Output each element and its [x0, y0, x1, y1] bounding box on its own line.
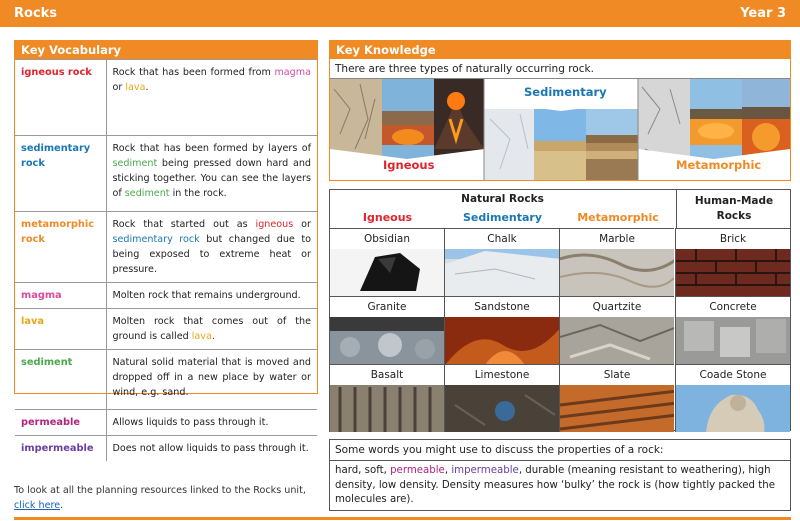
bottom-accent-line	[14, 517, 791, 520]
key-knowledge-panel	[329, 40, 791, 181]
rock-name: Slate	[560, 365, 674, 385]
natural-rocks-heading: Natural Rocks	[461, 193, 544, 205]
sedimentary-label: Sedimentary	[524, 85, 607, 99]
vocab-definition: Natural solid material that is moved and dropped off in a new place by water or wind, e.g. sand.	[106, 350, 317, 410]
metamorphic-label: Metamorphic	[676, 158, 762, 172]
rock-cell-basalt	[329, 364, 444, 432]
key-knowledge-title: Key Knowledge	[330, 41, 790, 59]
rock-name: Chalk	[445, 229, 559, 249]
planning-resources-note: To look at all the planning resources linked to the Rocks unit, click here.	[14, 485, 306, 511]
vocab-row-sedimentary	[15, 136, 317, 212]
igneous-label: Igneous	[383, 158, 435, 172]
vocab-definition: Does not allow liquids to pass through it.	[106, 436, 317, 462]
rock-cell-coade-stone	[675, 364, 790, 432]
vocab-term: metamorphic rock	[15, 212, 106, 283]
rock-properties-text: hard, soft, permeable, impermeable, durable (meaning resistant to weathering), high density, low density. Density measures how ‘bulky’ the rock is (how tightly packed the molecules are).	[335, 465, 775, 505]
vocab-definition: Molten rock that comes out of the ground is called lava.	[106, 309, 317, 350]
vocab-term: permeable	[15, 410, 106, 436]
rock-name: Sandstone	[445, 297, 559, 317]
rock-name: Brick	[676, 229, 790, 249]
rock-name: Limestone	[445, 365, 559, 385]
vocab-row-lava	[15, 309, 317, 350]
vocab-row-impermeable	[15, 436, 317, 462]
rock-examples-grid	[329, 189, 791, 431]
vocab-definition: Rock that has been formed by layers of sediment being pressed down hard and sticking together. You can see the layers of sediment in the rock.	[106, 136, 317, 212]
rock-cell-chalk	[444, 228, 559, 296]
vocab-row-igneous	[15, 60, 317, 136]
vocab-definition: Allows liquids to pass through it.	[106, 410, 317, 436]
vocab-definition: Rock that started out as igneous or sedimentary rock but changed due to being exposed to extreme heat or pressure.	[106, 212, 317, 283]
rock-name: Granite	[330, 297, 444, 317]
vocab-row-sediment	[15, 350, 317, 410]
vocab-row-permeable	[15, 410, 317, 436]
header-bar	[0, 0, 800, 27]
vocab-term: sediment	[15, 350, 106, 410]
rock-name: Quartzite	[560, 297, 674, 317]
page-title: Rocks	[14, 6, 58, 21]
vocab-term: magma	[15, 283, 106, 309]
rock-cell-limestone	[444, 364, 559, 432]
vocabulary-table	[15, 59, 317, 461]
rock-name: Concrete	[676, 297, 790, 317]
rock-types-illustration	[330, 79, 790, 180]
vocab-row-metamorphic	[15, 212, 317, 283]
rock-properties-title: Some words you might use to discuss the properties of a rock:	[330, 440, 790, 461]
category-igneous: Igneous	[362, 211, 413, 224]
human-made-rocks-heading: Human-Made Rocks	[676, 190, 791, 228]
rock-name: Coade Stone	[676, 365, 790, 385]
key-vocabulary-title: Key Vocabulary	[15, 41, 317, 59]
rock-cell-brick	[675, 228, 790, 296]
vocab-term: sedimentary rock	[15, 136, 106, 212]
rock-properties-panel	[329, 439, 791, 511]
rock-name: Basalt	[330, 365, 444, 385]
vocab-row-magma	[15, 283, 317, 309]
vocab-definition: Rock that has been formed from magma or lava.	[106, 60, 317, 136]
vocab-term: impermeable	[15, 436, 106, 462]
key-knowledge-subtitle: There are three types of naturally occurring rock.	[330, 59, 790, 79]
rock-cell-marble	[559, 228, 674, 296]
category-sedimentary: Sedimentary	[462, 211, 543, 224]
rock-name: Obsidian	[330, 229, 444, 249]
planning-resources-link[interactable]: click here	[14, 500, 61, 511]
rock-name: Marble	[560, 229, 674, 249]
vocab-term: lava	[15, 309, 106, 350]
rock-cell-sandstone	[444, 296, 559, 364]
category-metamorphic: Metamorphic	[577, 211, 659, 224]
rock-cell-slate	[559, 364, 674, 432]
rock-cell-granite	[329, 296, 444, 364]
year-label: Year 3	[740, 6, 786, 21]
vocab-term: igneous rock	[15, 60, 106, 136]
rock-cell-concrete	[675, 296, 790, 364]
vocab-definition: Molten rock that remains underground.	[106, 283, 317, 309]
rock-cell-quartzite	[559, 296, 674, 364]
rock-cell-obsidian	[329, 228, 444, 296]
key-vocabulary-panel	[14, 40, 318, 454]
